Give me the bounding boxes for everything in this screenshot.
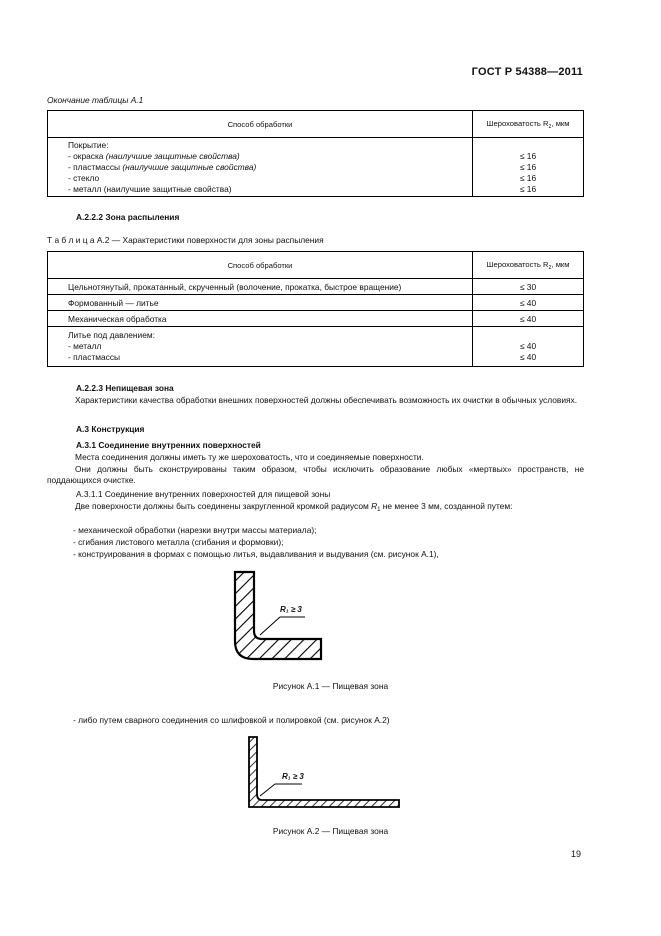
table2-row-method: - металл <box>68 341 102 351</box>
table2-casting-cell <box>48 327 473 367</box>
table2-header-method: Способ обработки <box>48 252 473 279</box>
figure-a1-caption: Рисунок А.1 — Пищевая зона <box>272 681 389 691</box>
figure-a2-caption: Рисунок А.2 — Пищевая зона <box>272 826 389 836</box>
table2-row-method: Формованный — литье <box>48 295 473 311</box>
figure-a2-drawing <box>242 732 412 812</box>
table1-coatings-cell <box>48 138 473 197</box>
table2-row-value: ≤ 40 <box>473 295 584 311</box>
table1-group-label: Покрытие: <box>68 140 109 150</box>
page-number: 19 <box>570 849 581 859</box>
table2-row-value: ≤ 30 <box>473 279 584 295</box>
section-a223-text: Характеристики качества обработки внешних поверхностей должны обеспечивать возможность их очистки в обычных условиях. <box>75 395 578 405</box>
table2-row-method: - пластмассы <box>68 352 121 362</box>
table1-values-cell <box>473 138 584 197</box>
list-item: - конструирования в формах с помощью литья, выдавливания и выдувания (см. рисунок А.1), <box>73 549 439 559</box>
table2-row-value: ≤ 40 <box>519 341 537 351</box>
table1-caption: Окончание таблицы А.1 <box>47 95 144 105</box>
list-item: - либо путем сварного соединения со шлифовкой и полировкой (см. рисунок А.2) <box>73 715 390 725</box>
table1-row: - металл (наилучшие защитные свойства) <box>68 184 232 194</box>
table1-row: - пластмассы (наилучшие защитные свойства) <box>68 162 257 172</box>
table1-value: ≤ 16 <box>519 184 537 194</box>
figure-a1-radius-label: R₁ ≥ 3 <box>280 605 302 614</box>
table2-row-value: ≤ 40 <box>519 352 537 362</box>
table1-value: ≤ 16 <box>519 151 537 161</box>
section-a223-title: А.2.2.3 Непищевая зона <box>76 383 174 393</box>
figure-a1-drawing <box>225 565 345 670</box>
table2-caption: Т а б л и ц а А.2 — Характеристики поверхности для зоны распыления <box>47 235 324 245</box>
figure-a2-radius-label: R₁ ≥ 3 <box>282 772 304 781</box>
section-a3111-intro: Две поверхности должны быть соединены закругленной кромкой радиусом $R_1$ не менее 3 мм, созданной путем: <box>75 501 513 513</box>
section-a31-p1: Места соединения должны иметь ту же шероховатость, что и соединяемые поверхности. <box>75 452 424 462</box>
section-a3111-title: А.3.1.1 Соединение внутренних поверхностей для пищевой зоны <box>76 489 331 499</box>
table2 <box>47 251 584 367</box>
table1 <box>47 110 584 197</box>
table2-casting-values <box>473 327 584 367</box>
table1-value: ≤ 16 <box>519 162 537 172</box>
section-a31-title: А.3.1 Соединение внутренних поверхностей <box>76 440 261 450</box>
list-item: - сгибания листового металла (сгибания и формовки); <box>73 537 284 547</box>
section-a31-p2: Они должны быть сконструированы таким образом, чтобы исключить образование любых «мертвых» пространств, не поддающихся очистке. <box>47 464 584 485</box>
table2-header-roughness: Шероховатость $R_z$, мкм <box>473 252 584 279</box>
table2-row-value: ≤ 40 <box>473 311 584 327</box>
list-item: - механической обработки (нарезки внутри массы материала); <box>73 525 317 535</box>
table2-group-label: Литье под давлением: <box>68 330 155 340</box>
table2-row-method: Механическая обработка <box>48 311 473 327</box>
table1-header-roughness: Шероховатость $R_z$, мкм <box>473 111 584 138</box>
table1-row: - окраска (наилучшие защитные свойства) <box>68 151 240 161</box>
table1-row: - стекло <box>68 173 100 183</box>
section-a3-title: А.3 Конструкция <box>76 424 145 434</box>
document-number: ГОСТ Р 54388—2011 <box>471 66 583 78</box>
section-a222-title: А.2.2.2 Зона распыления <box>76 212 180 222</box>
table1-value: ≤ 16 <box>519 173 537 183</box>
table2-row-method: Цельнотянутый, прокатанный, скрученный (волочение, прокатка, быстрое вращение) <box>48 279 473 295</box>
table1-header-method: Способ обработки <box>48 111 473 138</box>
